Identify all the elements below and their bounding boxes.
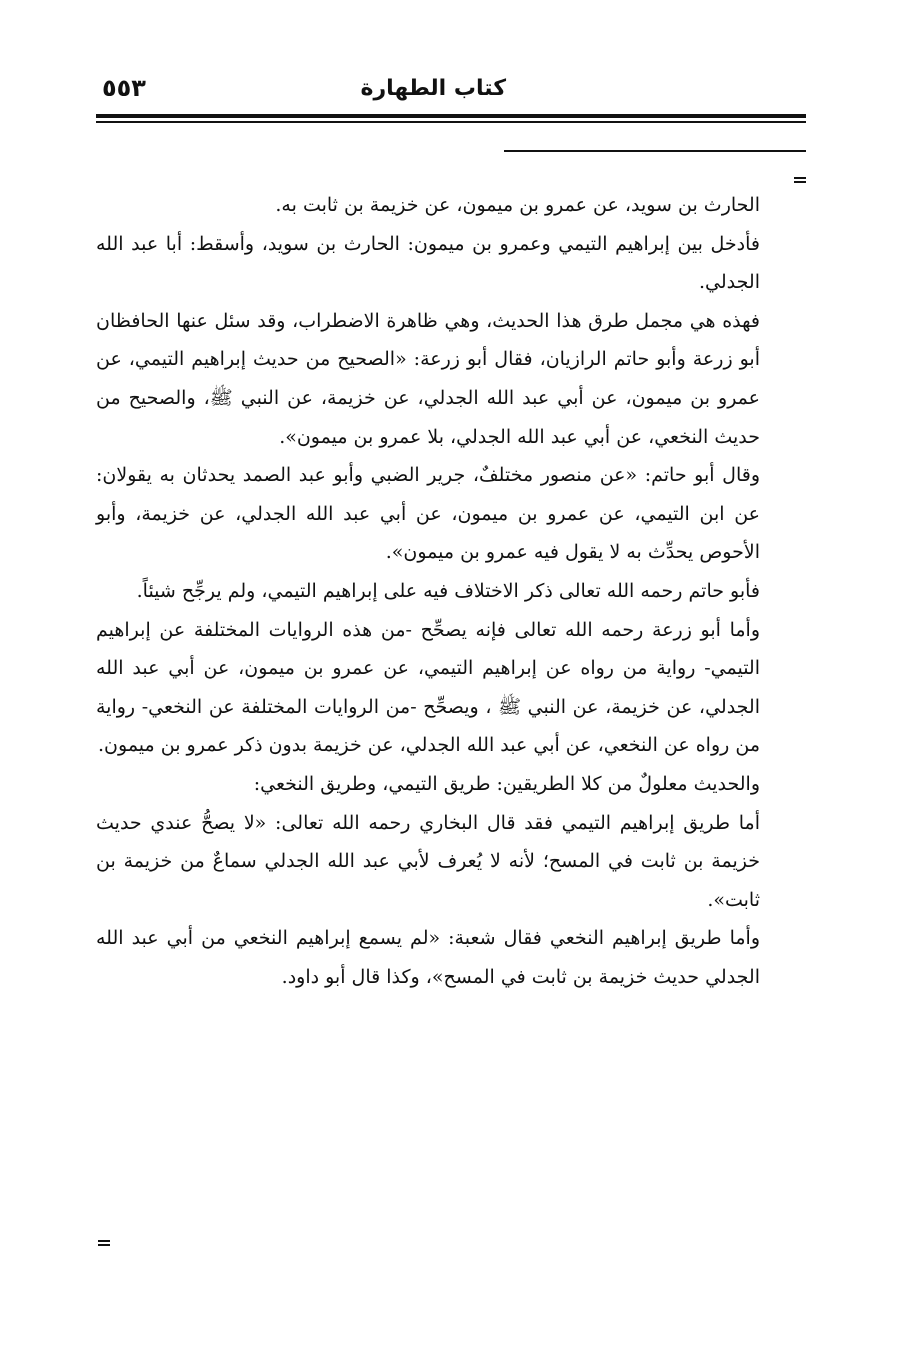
header-rule-thick — [96, 114, 806, 118]
page-body — [96, 186, 760, 996]
page-number: ٥٥٣ — [102, 74, 146, 102]
paragraph-7: والحديث معلولٌ من كلا الطريقين: طريق التيمي، وطريق النخعي: — [253, 772, 760, 795]
paragraph-1: الحارث بن سويد، عن عمرو بن ميمون، عن خزيمة بن ثابت به. — [275, 194, 760, 216]
book-chapter-title: كتاب الطهارة — [360, 76, 506, 101]
paragraph-4: وقال أبو حاتم: «عن منصور مختلفٌ، جرير الضبي وأبو عبد الصمد يحدثان به يقولان: عن ابن التيمي، عن عمرو بن ميمون، عن أبي عبد الله الجدلي، عن خزيمة، وأبو الأحوص يحدِّث به لا يقول فيه عمرو بن ميمون». — [96, 464, 760, 564]
continuation-mark-top — [794, 177, 806, 183]
paragraph-6: وأما أبو زرعة رحمه الله تعالى فإنه يصحِّح -من هذه الروايات المختلفة عن إبراهيم التيمي- رواية من رواه عن إبراهيم التيمي، عن عمرو بن ميمون، عن أبي عبد الله الجدلي، عن خزيمة، عن النبي ﷺ ، ويصحِّح -من الروايات المختلفة عن النخعي- رواية من رواه عن النخعي، عن أبي عبد الله الجدلي، عن خزيمة بدون ذكر عمرو بن ميمون. — [96, 618, 760, 757]
continuation-mark-bottom — [98, 1240, 110, 1246]
page-header — [96, 70, 806, 114]
paragraph-5: فأبو حاتم رحمه الله تعالى ذكر الاختلاف فيه على إبراهيم التيمي، ولم يرجِّح شيئاً. — [136, 579, 760, 602]
paragraph-2: فأدخل بين إبراهيم التيمي وعمرو بن ميمون: الحارث بن سويد، وأسقط: أبا عبد الله الجدلي. — [96, 232, 760, 294]
header-rule-thin — [96, 121, 806, 123]
footnote-continuation-separator — [504, 150, 806, 152]
paragraph-3: فهذه هي مجمل طرق هذا الحديث، وهي ظاهرة الاضطراب، وقد سئل عنها الحافظان أبو زرعة وأبو حاتم الرازيان، فقال أبو زرعة: «الصحيح من حديث إبراهيم التيمي، عن عمرو بن ميمون، عن أبي عبد الله الجدلي، عن خزيمة، عن النبي ﷺ، والصحيح من حديث النخعي، عن أبي عبد الله الجدلي، بلا عمرو بن ميمون». — [96, 309, 760, 448]
paragraph-9: وأما طريق إبراهيم النخعي فقال شعبة: «لم يسمع إبراهيم النخعي من أبي عبد الله الجدلي حديث خزيمة بن ثابت في المسح»، وكذا قال أبو داود. — [96, 927, 760, 988]
paragraph-8: أما طريق إبراهيم التيمي فقد قال البخاري رحمه الله تعالى: «لا يصحُّ عندي حديث خزيمة بن ثابت في المسح؛ لأنه لا يُعرف لأبي عبد الله الجدلي سماعٌ من خزيمة بن ثابت». — [96, 811, 760, 911]
